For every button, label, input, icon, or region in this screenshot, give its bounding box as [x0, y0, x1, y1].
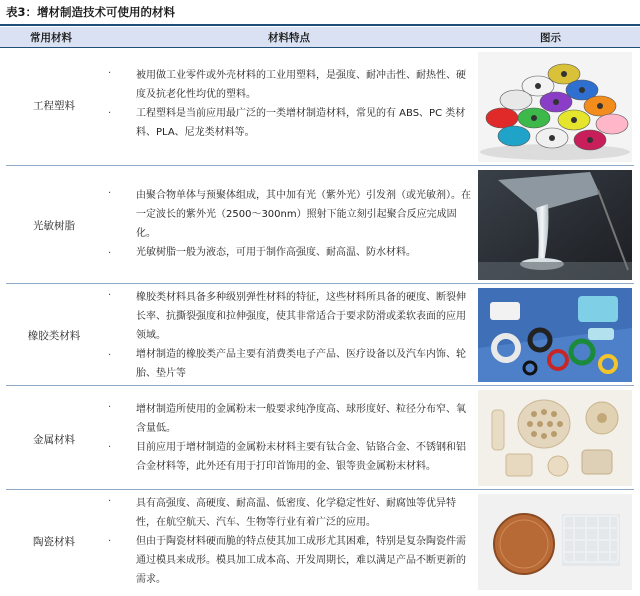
table-row — [0, 386, 640, 490]
bullet: · — [108, 536, 112, 547]
rubber-parts-photo — [478, 288, 632, 382]
top-rule — [0, 24, 640, 26]
features-text — [136, 66, 472, 142]
table-title: 表3：增材制造技术可使用的材料 — [6, 5, 175, 19]
feature-point: 工程塑料是当前应用最广泛的一类增材制造材料，常见的有 ABS、PC 类材料、PLA、尼龙类材料等。 — [136, 108, 466, 138]
bullet: · — [108, 350, 112, 361]
feature-point: 光敏树脂一般为液态，可用于制作高强度、耐高温、防水材料。 — [136, 247, 416, 258]
table-row — [0, 284, 640, 386]
table-row — [0, 48, 640, 166]
feature-point: 具有高强度、高硬度、耐高温、低密度、化学稳定性好、耐腐蚀等优异特性，在航空航天、汽车、生物等行业有着广泛的应用。 — [136, 498, 456, 528]
table-row — [0, 166, 640, 284]
material-name: 金属材料 — [33, 434, 75, 446]
bullet: · — [108, 402, 112, 413]
table-row — [0, 490, 640, 594]
features-text — [136, 494, 472, 589]
material-name: 光敏树脂 — [33, 220, 75, 232]
bullet: · — [108, 496, 112, 507]
bullet: · — [108, 290, 112, 301]
feature-point: 被用做工业零件或外壳材料的工业用塑料，是强度、耐冲击性、耐热性、硬度及抗老化性均优的塑料。 — [136, 70, 466, 100]
feature-point: 但由于陶瓷材料硬而脆的特点使其加工成形尤其困难，特别是复杂陶瓷件需通过模具来成形。模具加工成本高、开发周期长，难以满足产品不断更新的需求。 — [136, 536, 466, 585]
feature-point: 橡胶类材料具备多种级别弹性材料的特征，这些材料所具备的硬度、断裂伸长率、抗撕裂强度和拉伸强度，使其非常适合于要求防滑或柔软表面的应用领域。 — [136, 292, 466, 341]
bullet: · — [108, 108, 112, 119]
header-features: 材料特点 — [268, 32, 310, 44]
feature-point: 增材制造的橡胶类产品主要有消费类电子产品、医疗设备以及汽车内饰、轮胎、垫片等 — [136, 349, 466, 379]
feature-point: 目前应用于增材制造的金属粉末材料主要有钛合金、钴铬合金、不锈钢和铝合金材料等，此外还有用于打印首饰用的金、银等贵金属粉末材料。 — [136, 442, 466, 472]
material-name: 工程塑料 — [33, 100, 75, 112]
liquid-resin-photo — [478, 170, 632, 280]
table-header — [0, 27, 640, 47]
header-material: 常用材料 — [30, 32, 72, 44]
features-text — [136, 186, 472, 262]
bullet: · — [108, 188, 112, 199]
filament-spools-photo — [478, 52, 632, 162]
material-name: 陶瓷材料 — [33, 536, 75, 548]
bullet: · — [108, 68, 112, 79]
metal-parts-photo — [478, 390, 632, 486]
material-name: 橡胶类材料 — [27, 330, 81, 342]
ceramic-parts-photo — [478, 494, 632, 590]
feature-point: 增材制造所使用的金属粉末一般要求纯净度高、球形度好、粒径分布窄、氧含量低。 — [136, 404, 466, 434]
features-text — [136, 288, 472, 383]
feature-point: 由聚合物单体与预聚体组成，其中加有光（紫外光）引发剂（或光敏剂）。在一定波长的紫外光（2500～300nm）照射下能立刻引起聚合反应完成固化。 — [136, 190, 471, 239]
bullet: · — [108, 248, 112, 259]
header-image: 图示 — [540, 32, 561, 44]
bullet: · — [108, 442, 112, 453]
features-text — [136, 400, 472, 476]
